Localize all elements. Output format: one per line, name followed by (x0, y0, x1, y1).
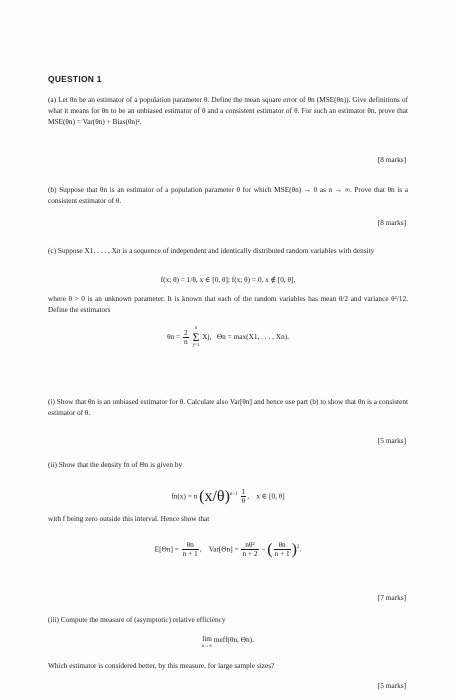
part-c-text2: where θ > 0 is an unknown parameter. It is known that each of the random variables has mean θ/2 and variance θ²/12. Define the estimators (48, 294, 408, 315)
part-c-text: (c) Suppose X1, . . . , Xn is a sequence of independent and identically distributed random variables with density (48, 246, 375, 255)
part-cii-marks: [7 marks] (377, 593, 406, 602)
part-cii-text2: with f being zero outside this interval. Hence show that (48, 514, 210, 523)
question-title: QUESTION 1 (48, 74, 102, 84)
part-ciii-marks: [5 marks] (377, 681, 406, 690)
part-ci-marks: [5 marks] (377, 436, 406, 445)
estimators-equation (48, 323, 408, 351)
part-cii-text: (ii) Show that the density fn of Θn is given by (48, 460, 183, 469)
density-equation: f(x; θ) = 1/θ, x ∈ [0, θ]; f(x; θ) = 0, x ∉ [0, θ], (160, 275, 296, 284)
estimator-coefficient: $\frac{2}{n}$ (184, 327, 188, 346)
part-a-marks: [8 marks] (377, 155, 406, 164)
summation-term: Xj, (202, 332, 212, 341)
part-a-text: (a) Let θn be an estimator of a population parameter θ. Define the mean square error of θn (MSE(θn)). Give definitions of what it means for θn to be an unbiased estimator of θ and a consistent estimator of θ. For such an estimator θn, prove that MSE(θn) = Var(θn) + Bias(θn)². (48, 95, 408, 127)
max-estimator: Θn = max(X1, . . . , Xn). (216, 332, 289, 341)
part-b-marks: [8 marks] (377, 218, 406, 227)
efficiency-limit: lim n→∞ meff(θn, Θn). (202, 634, 254, 648)
part-ciii-text2: Which estimator is considered better, by this measure, for large sample sizes? (48, 661, 275, 670)
estimator-lhs: θn = (167, 332, 181, 341)
part-ciii-text: (iii) Compute the measure of (asymptotic) relative efficiency (48, 615, 226, 624)
part-ci-text: (i) Show that θn is an unbiased estimator for θ. Calculate also Var[θn] and hence use part (b) to show that θn is a consistent estimator of θ. (48, 397, 408, 418)
max-density-equation: fn(x) = n $(x/\theta)^{n-1}$ $\frac{1}{\theta}$ , x ∈ [0, θ] (171, 487, 285, 506)
summation-operator: n Σ j=1 (192, 325, 200, 348)
moments-equation: E[Θn] = $\frac{\theta n}{n + 1}$ , Var[Θn] = $\frac{\text{nθ²}}{n + 2}$ − ( $\frac{\theta n}{n + 1}$ )$^2$. (154, 540, 302, 559)
part-b-text: (b) Suppose that θn is an estimator of a population parameter θ for which MSE(θn) → 0 as n → ∞. Prove that θn is a consistent estimator of θ. (48, 185, 408, 206)
